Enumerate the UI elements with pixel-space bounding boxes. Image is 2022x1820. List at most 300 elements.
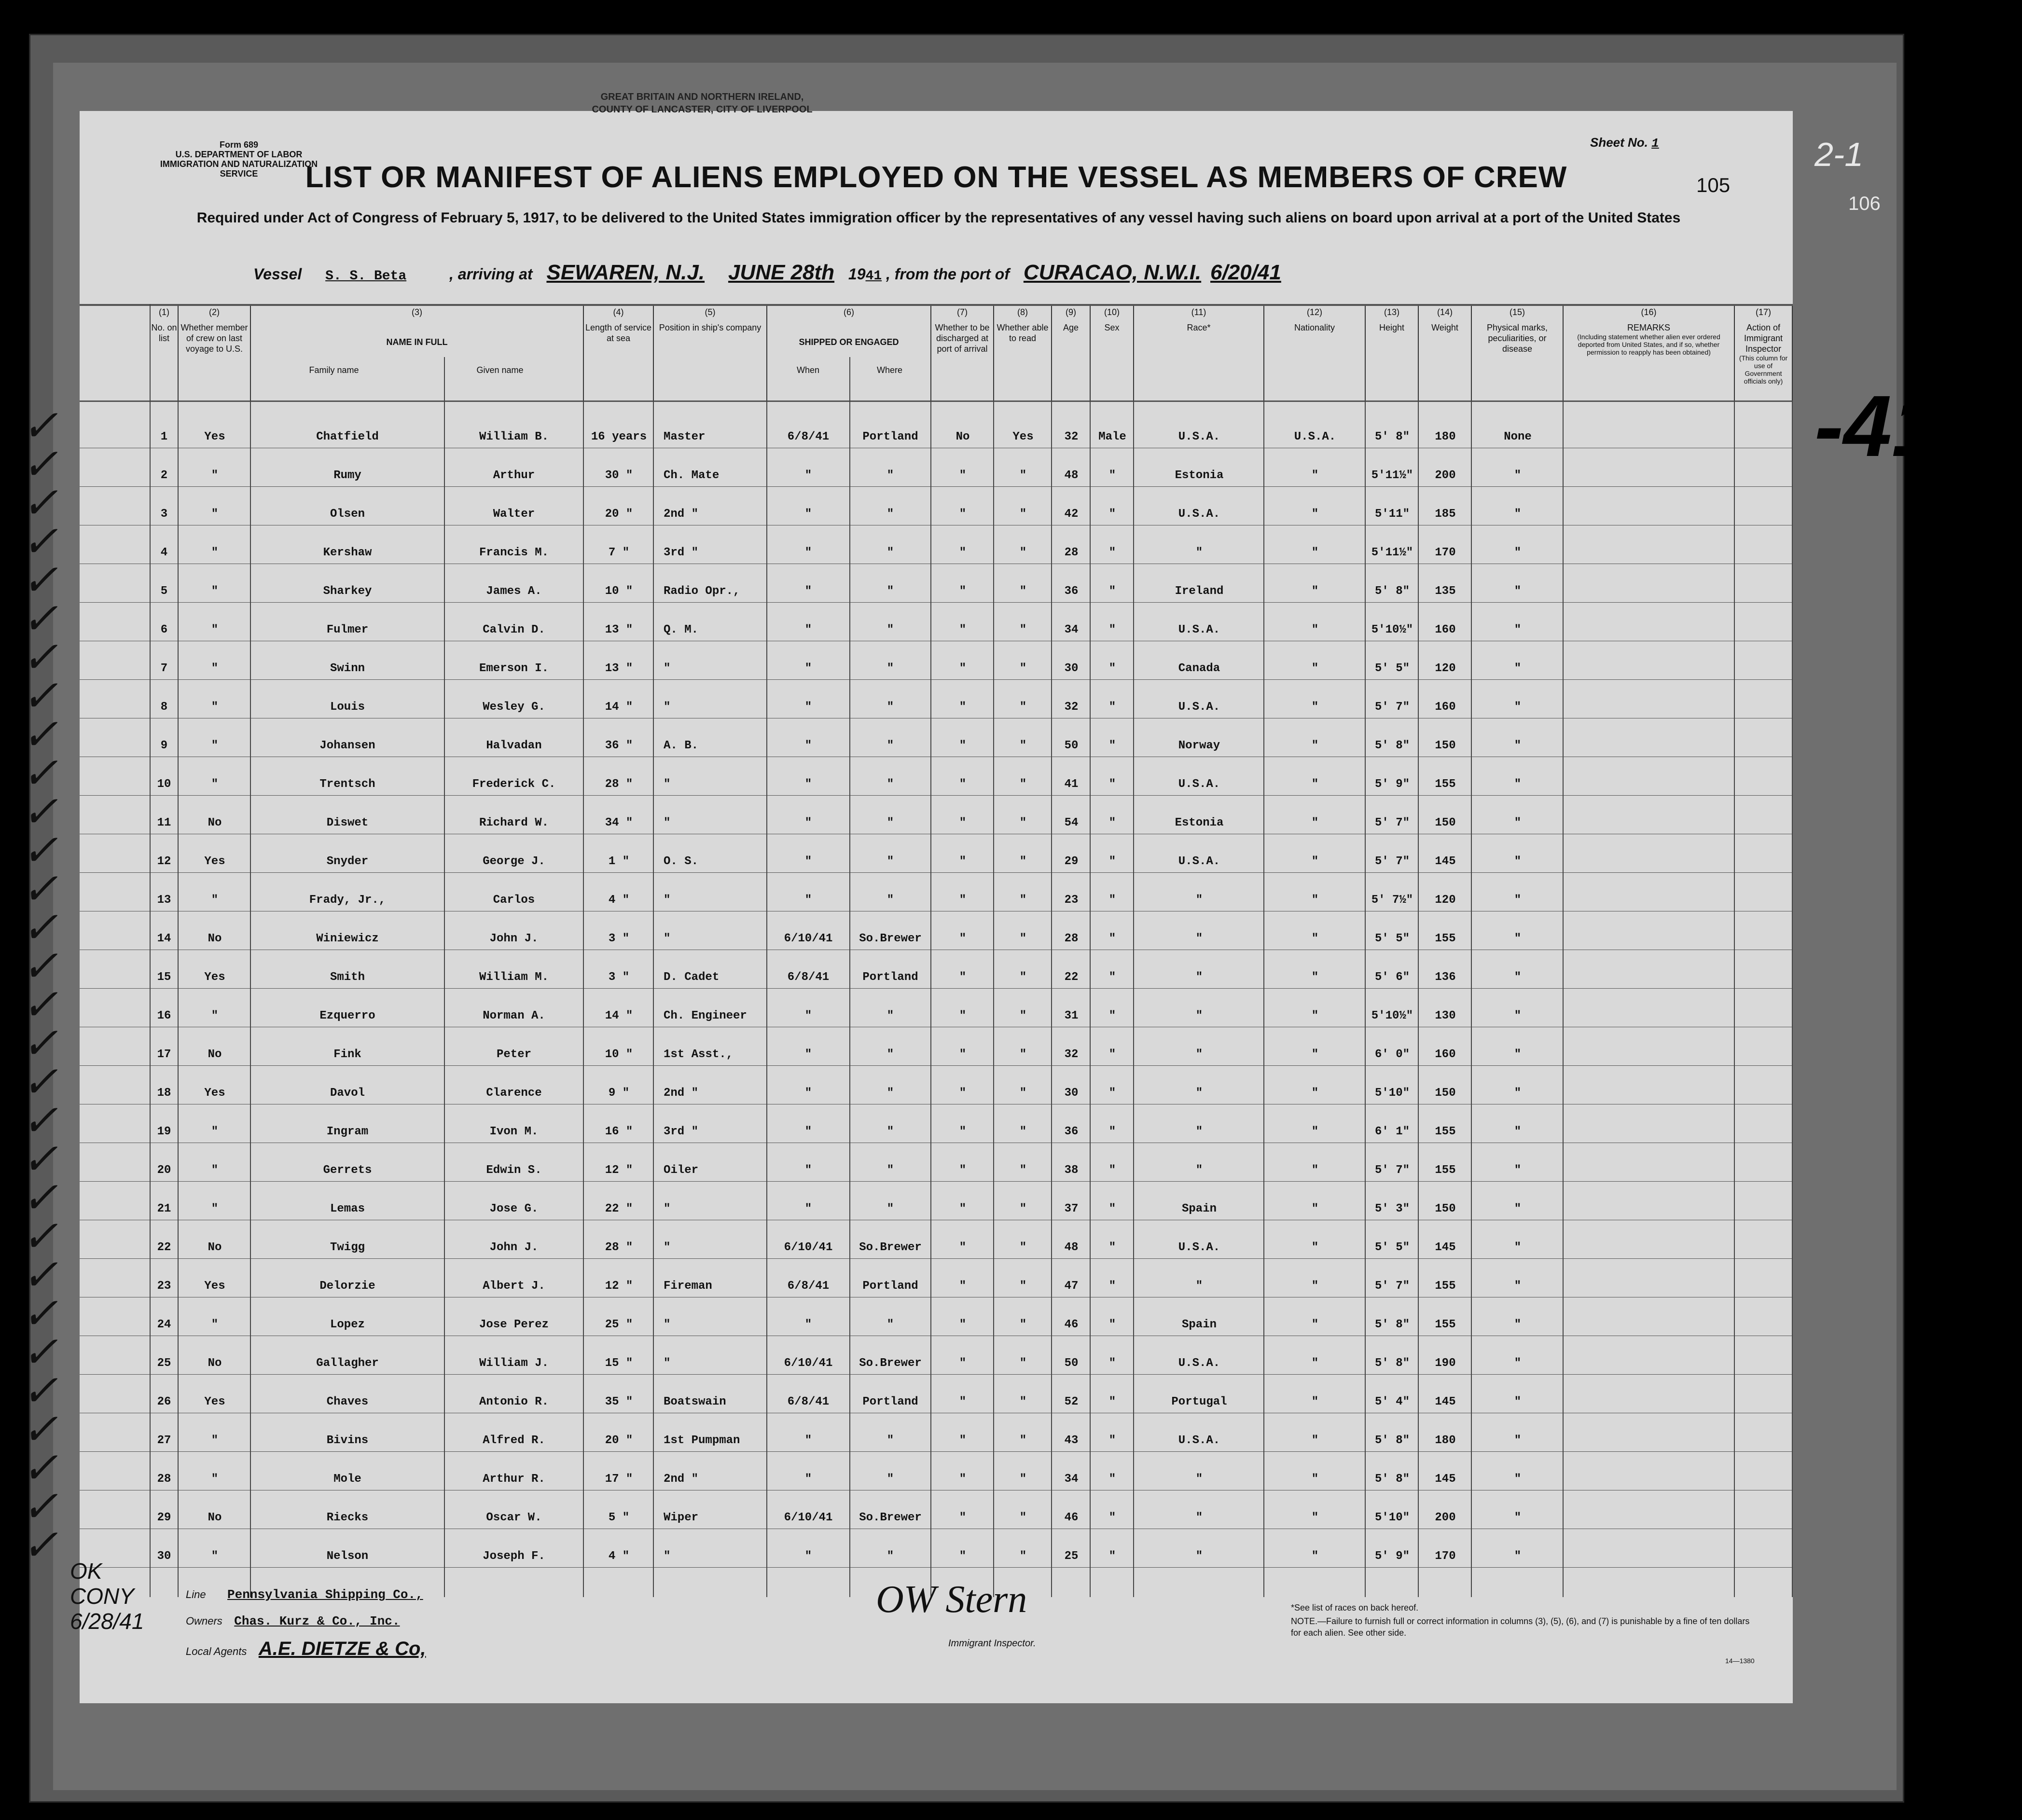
cell-prev: Yes <box>204 1280 225 1293</box>
name-split <box>444 357 445 1597</box>
cell-family: Ingram <box>326 1125 369 1138</box>
cell-family: Johansen <box>319 739 375 752</box>
shipped-split <box>849 357 850 1597</box>
cell-race: U.S.A. <box>1178 1357 1220 1370</box>
cell-position: Fireman <box>664 1280 712 1293</box>
cell-given: William M. <box>479 971 549 984</box>
cell-where: " <box>886 1434 894 1447</box>
cell-marks: " <box>1514 1434 1522 1447</box>
arrival-port: SEWAREN, N.J. <box>546 261 705 284</box>
cell-prev: " <box>211 1009 219 1022</box>
departure-port: CURACAO, N.W.I. <box>1023 261 1202 284</box>
cell-family: Ezquerro <box>319 1009 375 1022</box>
column-rule <box>1792 400 1793 1597</box>
cell-read: " <box>1019 1395 1027 1408</box>
column-rule <box>1563 400 1564 1597</box>
cell-sex: " <box>1108 855 1116 868</box>
cell-height: 5' 8" <box>1374 430 1410 443</box>
cell-height: 5' 8" <box>1374 1473 1410 1486</box>
cell-when: " <box>804 623 812 636</box>
cell-no: 9 <box>160 739 168 752</box>
checkmark-icon: ✓ <box>22 1097 58 1145</box>
cell-position: " <box>664 778 671 791</box>
cell-no: 14 <box>157 932 171 945</box>
cell-family: Snyder <box>326 855 369 868</box>
cell-marks: " <box>1514 546 1522 559</box>
cell-given: James A. <box>486 585 542 598</box>
cell-age: 28 <box>1064 546 1079 559</box>
cell-given: Arthur R. <box>483 1473 545 1486</box>
cell-position: O. S. <box>664 855 699 868</box>
cell-when: " <box>804 739 812 752</box>
column-rule <box>766 400 767 1597</box>
column-header <box>1264 304 1366 400</box>
line-value: Pennsylvania Shipping Co., <box>227 1587 423 1602</box>
cell-where: So.Brewer <box>859 932 922 945</box>
cell-service: 9 " <box>608 1087 630 1100</box>
column-rule <box>583 400 584 1597</box>
cell-age: 31 <box>1064 1009 1079 1022</box>
cell-where: " <box>886 546 894 559</box>
cell-age: 34 <box>1064 1473 1079 1486</box>
cell-family: Fulmer <box>326 623 369 636</box>
departure-date: 6/20/41 <box>1210 261 1281 284</box>
cell-age: 22 <box>1064 971 1079 984</box>
column-header <box>1052 304 1091 400</box>
cell-read: " <box>1019 546 1027 559</box>
checkmark-icon: ✓ <box>22 1328 58 1377</box>
cell-height: 5' 7½" <box>1371 894 1413 907</box>
cell-no: 10 <box>157 778 171 791</box>
cell-nat: " <box>1311 469 1319 482</box>
cell-read: " <box>1019 1241 1027 1254</box>
cell-service: 22 " <box>605 1202 633 1215</box>
cell-read: " <box>1019 1511 1027 1524</box>
cell-given: Albert J. <box>483 1280 545 1293</box>
column-header <box>994 304 1052 400</box>
cell-disch: " <box>959 701 967 714</box>
cell-no: 13 <box>157 894 171 907</box>
column-label: REMARKS <box>1627 323 1670 332</box>
cell-age: 28 <box>1064 932 1079 945</box>
cell-given: Edwin S. <box>486 1164 542 1177</box>
cell-given: Carlos <box>493 894 535 907</box>
cell-given: Calvin D. <box>483 623 545 636</box>
table-row-rule <box>80 1451 1793 1452</box>
cell-nat: " <box>1311 932 1319 945</box>
column-subheaders <box>767 365 930 375</box>
cell-no: 8 <box>160 701 168 714</box>
cell-when: 6/10/41 <box>784 932 833 945</box>
cell-sex: " <box>1108 1395 1116 1408</box>
cell-service: 12 " <box>605 1280 633 1293</box>
cell-no: 30 <box>157 1550 171 1563</box>
cell-prev: Yes <box>204 855 225 868</box>
cell-position: " <box>664 816 671 829</box>
race-note: *See list of races on back hereof. <box>1291 1603 1419 1613</box>
cell-weight: 170 <box>1435 1550 1456 1563</box>
cell-disch: " <box>959 1434 967 1447</box>
cell-nat: " <box>1311 1511 1319 1524</box>
checkmark-icon: ✓ <box>22 1135 58 1184</box>
cell-age: 52 <box>1064 1395 1079 1408</box>
cell-nat: " <box>1311 1087 1319 1100</box>
cell-disch: " <box>959 1357 967 1370</box>
cell-marks: " <box>1514 585 1522 598</box>
cell-family: Smith <box>330 971 365 984</box>
cell-prev: Yes <box>204 430 225 443</box>
table-row-rule <box>80 1374 1793 1375</box>
column-number: (8) <box>1017 307 1028 317</box>
column-rule <box>1051 400 1052 1597</box>
column-label: Race* <box>1187 323 1211 332</box>
cell-nat: " <box>1311 508 1319 521</box>
table-row-rule <box>80 1567 1793 1568</box>
cell-family: Mole <box>333 1473 361 1486</box>
cell-sex: " <box>1108 816 1116 829</box>
cell-disch: " <box>959 1009 967 1022</box>
line-label: Line <box>186 1588 206 1600</box>
cell-height: 5' 7" <box>1374 701 1410 714</box>
column-number: (10) <box>1104 307 1120 317</box>
cell-weight: 120 <box>1435 894 1456 907</box>
cell-sex: " <box>1108 1241 1116 1254</box>
cell-age: 32 <box>1064 430 1079 443</box>
cell-service: 13 " <box>605 662 633 675</box>
column-number: (6) <box>844 307 854 317</box>
cell-no: 6 <box>160 623 168 636</box>
cell-marks: " <box>1514 1087 1522 1100</box>
page-title: LIST OR MANIFEST OF ALIENS EMPLOYED ON THE VESSEL AS MEMBERS OF CREW <box>305 161 1567 194</box>
cell-disch: " <box>959 1280 967 1293</box>
cell-where: So.Brewer <box>859 1357 922 1370</box>
cell-no: 19 <box>157 1125 171 1138</box>
cell-service: 4 " <box>608 1550 630 1563</box>
cell-given: Frederick C. <box>472 778 556 791</box>
cell-marks: " <box>1514 469 1522 482</box>
cell-weight: 150 <box>1435 816 1456 829</box>
cell-marks: " <box>1514 1395 1522 1408</box>
cell-height: 5'10" <box>1374 1087 1410 1100</box>
cell-given: Jose Perez <box>479 1318 549 1331</box>
cell-position: " <box>664 662 671 675</box>
cell-read: " <box>1019 1434 1027 1447</box>
cell-where: " <box>886 739 894 752</box>
cell-family: Swinn <box>330 662 365 675</box>
cell-nat: U.S.A. <box>1294 430 1336 443</box>
cell-prev: No <box>208 1241 222 1254</box>
cell-service: 17 " <box>605 1473 633 1486</box>
cell-height: 5' 7" <box>1374 855 1410 868</box>
cell-prev: " <box>211 662 219 675</box>
cell-read: " <box>1019 623 1027 636</box>
cell-service: 28 " <box>605 778 633 791</box>
cell-family: Frady, Jr., <box>309 894 386 907</box>
cell-prev: No <box>208 816 222 829</box>
cell-height: 5' 8" <box>1374 585 1410 598</box>
cell-prev: " <box>211 778 219 791</box>
cell-family: Lopez <box>330 1318 365 1331</box>
column-rule <box>1471 400 1472 1597</box>
cell-sex: " <box>1108 469 1116 482</box>
cell-height: 5' 5" <box>1374 662 1410 675</box>
cell-sex: " <box>1108 739 1116 752</box>
cell-marks: " <box>1514 1511 1522 1524</box>
cell-marks: " <box>1514 739 1522 752</box>
column-header <box>1366 304 1419 400</box>
cell-position: Boatswain <box>664 1395 726 1408</box>
cell-no: 25 <box>157 1357 171 1370</box>
cell-read: " <box>1019 1357 1027 1370</box>
cell-marks: None <box>1504 430 1532 443</box>
cell-nat: " <box>1311 1280 1319 1293</box>
cell-nat: " <box>1311 1357 1319 1370</box>
agents-label: Local Agents <box>186 1645 247 1657</box>
cell-family: Louis <box>330 701 365 714</box>
column-header <box>150 304 179 400</box>
cell-marks: " <box>1514 855 1522 868</box>
checkmark-icon: ✓ <box>22 981 58 1029</box>
column-rule <box>250 400 251 1597</box>
column-label: No. on list <box>151 323 177 343</box>
cell-sex: " <box>1108 1048 1116 1061</box>
cell-where: " <box>886 1318 894 1331</box>
cell-service: 15 " <box>605 1357 633 1370</box>
cell-weight: 150 <box>1435 739 1456 752</box>
cell-race: U.S.A. <box>1178 1434 1220 1447</box>
cell-family: Twigg <box>330 1241 365 1254</box>
cell-no: 26 <box>157 1395 171 1408</box>
column-number: (4) <box>613 307 624 317</box>
cell-nat: " <box>1311 739 1319 752</box>
cell-sex: " <box>1108 546 1116 559</box>
cell-when: " <box>804 894 812 907</box>
cell-weight: 155 <box>1435 932 1456 945</box>
cell-marks: " <box>1514 1164 1522 1177</box>
cell-given: Halvadan <box>486 739 542 752</box>
column-number: (1) <box>159 307 169 317</box>
year-suffix: 41 <box>865 269 882 284</box>
table-row-rule <box>80 1181 1793 1182</box>
cell-disch: " <box>959 508 967 521</box>
cell-marks: " <box>1514 932 1522 945</box>
cell-no: 23 <box>157 1280 171 1293</box>
column-label: Action of Immigrant Inspector <box>1744 323 1783 354</box>
column-header <box>251 304 584 400</box>
cell-read: " <box>1019 469 1027 482</box>
cell-sex: " <box>1108 1473 1116 1486</box>
cell-where: " <box>886 778 894 791</box>
cell-disch: " <box>959 585 967 598</box>
cell-marks: " <box>1514 662 1522 675</box>
column-subheader: When <box>796 365 820 375</box>
cell-position: Ch. Mate <box>664 469 720 482</box>
cell-where: " <box>886 1164 894 1177</box>
cell-marks: " <box>1514 623 1522 636</box>
checkmark-icon: ✓ <box>22 595 58 643</box>
column-number: (5) <box>705 307 716 317</box>
cell-position: Radio Opr., <box>664 585 740 598</box>
cell-age: 48 <box>1064 469 1079 482</box>
cell-nat: " <box>1311 585 1319 598</box>
column-label: Physical marks, peculiarities, or disease <box>1486 323 1548 354</box>
form-code: 14—1380 <box>1725 1657 1755 1665</box>
cell-sex: " <box>1108 662 1116 675</box>
table-row-rule <box>80 486 1793 487</box>
cell-family: Kershaw <box>323 546 372 559</box>
cell-read: " <box>1019 508 1027 521</box>
cell-height: 6' 0" <box>1374 1048 1410 1061</box>
cell-age: 47 <box>1064 1280 1079 1293</box>
cell-disch: " <box>959 971 967 984</box>
cell-when: " <box>804 1202 812 1215</box>
table-row-rule <box>80 1258 1793 1259</box>
cell-sex: " <box>1108 1164 1116 1177</box>
cell-height: 5'11½" <box>1371 546 1413 559</box>
cell-read: " <box>1019 1125 1027 1138</box>
table-row-rule <box>80 795 1793 796</box>
cell-height: 5' 9" <box>1374 1550 1410 1563</box>
cell-age: 36 <box>1064 585 1079 598</box>
cell-position: 1st Asst., <box>664 1048 734 1061</box>
cell-family: Fink <box>333 1048 361 1061</box>
cell-position: 1st Pumpman <box>664 1434 740 1447</box>
cell-when: " <box>804 855 812 868</box>
cell-weight: 160 <box>1435 623 1456 636</box>
cell-when: 6/10/41 <box>784 1241 833 1254</box>
cell-weight: 145 <box>1435 1241 1456 1254</box>
cell-nat: " <box>1311 778 1319 791</box>
cell-disch: " <box>959 1125 967 1138</box>
cell-prev: " <box>211 469 219 482</box>
cell-sex: " <box>1108 1357 1116 1370</box>
column-rule <box>150 304 151 1597</box>
cell-marks: " <box>1514 1125 1522 1138</box>
checkmark-icon: ✓ <box>22 441 58 489</box>
cell-when: " <box>804 469 812 482</box>
column-label: NAME IN FULL <box>386 337 448 347</box>
cell-where: " <box>886 1202 894 1215</box>
cell-service: 10 " <box>605 585 633 598</box>
cell-when: 6/10/41 <box>784 1357 833 1370</box>
cell-family: Olsen <box>330 508 365 521</box>
cell-no: 5 <box>160 585 168 598</box>
column-header <box>179 304 251 400</box>
column-rule <box>1365 400 1366 1597</box>
cell-weight: 155 <box>1435 1164 1456 1177</box>
cell-position: Wiper <box>664 1511 699 1524</box>
cell-service: 7 " <box>608 546 630 559</box>
cell-where: " <box>886 1048 894 1061</box>
cell-height: 5' 5" <box>1374 1241 1410 1254</box>
column-label: Position in ship's company <box>659 323 762 332</box>
cell-race: Canada <box>1178 662 1220 675</box>
cell-age: 30 <box>1064 662 1079 675</box>
cell-age: 37 <box>1064 1202 1079 1215</box>
cell-nat: " <box>1311 1048 1319 1061</box>
cell-where: " <box>886 1473 894 1486</box>
cell-marks: " <box>1514 1473 1522 1486</box>
cell-when: 6/10/41 <box>784 1511 833 1524</box>
cell-no: 16 <box>157 1009 171 1022</box>
cell-sex: " <box>1108 701 1116 714</box>
required-statement: Required under Act of Congress of February 5, 1917, to be delivered to the United States immigration officer by the representatives of any vessel having such aliens on board upon arrival at a port of the United States <box>196 210 1681 226</box>
column-rule <box>993 400 994 1597</box>
cell-family: Chaves <box>326 1395 369 1408</box>
side-sheet-mark: 2-1 <box>1814 136 1864 173</box>
cell-read: " <box>1019 662 1027 675</box>
cell-given: Walter <box>493 508 535 521</box>
cell-where: So.Brewer <box>859 1241 922 1254</box>
cell-position: " <box>664 1202 671 1215</box>
arrival-date: JUNE 28th <box>728 261 835 284</box>
cell-race: " <box>1195 1164 1203 1177</box>
cell-family: Diswet <box>326 816 369 829</box>
cell-disch: " <box>959 546 967 559</box>
cell-when: " <box>804 1318 812 1331</box>
cell-position: " <box>664 1241 671 1254</box>
inspector-label: Immigrant Inspector. <box>948 1638 1036 1649</box>
cell-when: " <box>804 1125 812 1138</box>
cell-prev: " <box>211 1434 219 1447</box>
cell-race: U.S.A. <box>1178 623 1220 636</box>
cell-when: " <box>804 1550 812 1563</box>
checkmark-icon: ✓ <box>22 634 58 682</box>
column-header <box>1091 304 1134 400</box>
cell-given: Norman A. <box>483 1009 545 1022</box>
cell-position: " <box>664 1357 671 1370</box>
cell-height: 5'11" <box>1374 508 1410 521</box>
cell-sex: " <box>1108 1087 1116 1100</box>
cell-nat: " <box>1311 623 1319 636</box>
column-note: (Including statement whether alien ever ordered deported from United States, and if so, whether permission to reapply has been obtained) <box>1577 333 1720 356</box>
cell-disch: " <box>959 1241 967 1254</box>
cell-prev: No <box>208 1357 222 1370</box>
checkmark-icon: ✓ <box>22 556 58 605</box>
cell-nat: " <box>1311 701 1319 714</box>
cell-where: So.Brewer <box>859 1511 922 1524</box>
sheet-label: Sheet No. <box>1590 135 1648 150</box>
cell-race: " <box>1195 1550 1203 1563</box>
cell-weight: 155 <box>1435 778 1456 791</box>
country-stamp: GREAT BRITAIN AND NORTHERN IRELAND, COUNTY OF LANCASTER, CITY OF LIVERPOOL <box>592 92 813 115</box>
cell-marks: " <box>1514 1357 1522 1370</box>
cell-nat: " <box>1311 971 1319 984</box>
cell-family: Gerrets <box>323 1164 372 1177</box>
cell-age: 32 <box>1064 701 1079 714</box>
column-label: SHIPPED OR ENGAGED <box>799 337 899 347</box>
cell-height: 5' 7" <box>1374 1280 1410 1293</box>
cell-sex: " <box>1108 508 1116 521</box>
cell-where: Portland <box>862 1280 918 1293</box>
cell-family: Chatfield <box>316 430 379 443</box>
cell-height: 5' 8" <box>1374 1357 1410 1370</box>
cell-age: 38 <box>1064 1164 1079 1177</box>
cell-race: " <box>1195 1473 1203 1486</box>
cell-no: 1 <box>160 430 168 443</box>
arriving-label: , arriving at <box>449 265 533 283</box>
checkmark-icon: ✓ <box>22 1213 58 1261</box>
column-number: (9) <box>1066 307 1076 317</box>
cell-given: John J. <box>489 932 539 945</box>
cell-where: " <box>886 816 894 829</box>
table-rule <box>80 304 1793 306</box>
cell-read: " <box>1019 1164 1027 1177</box>
cell-sex: " <box>1108 1550 1116 1563</box>
cell-when: 6/8/41 <box>787 430 830 443</box>
cell-race: " <box>1195 1048 1203 1061</box>
cell-race: U.S.A. <box>1178 855 1220 868</box>
